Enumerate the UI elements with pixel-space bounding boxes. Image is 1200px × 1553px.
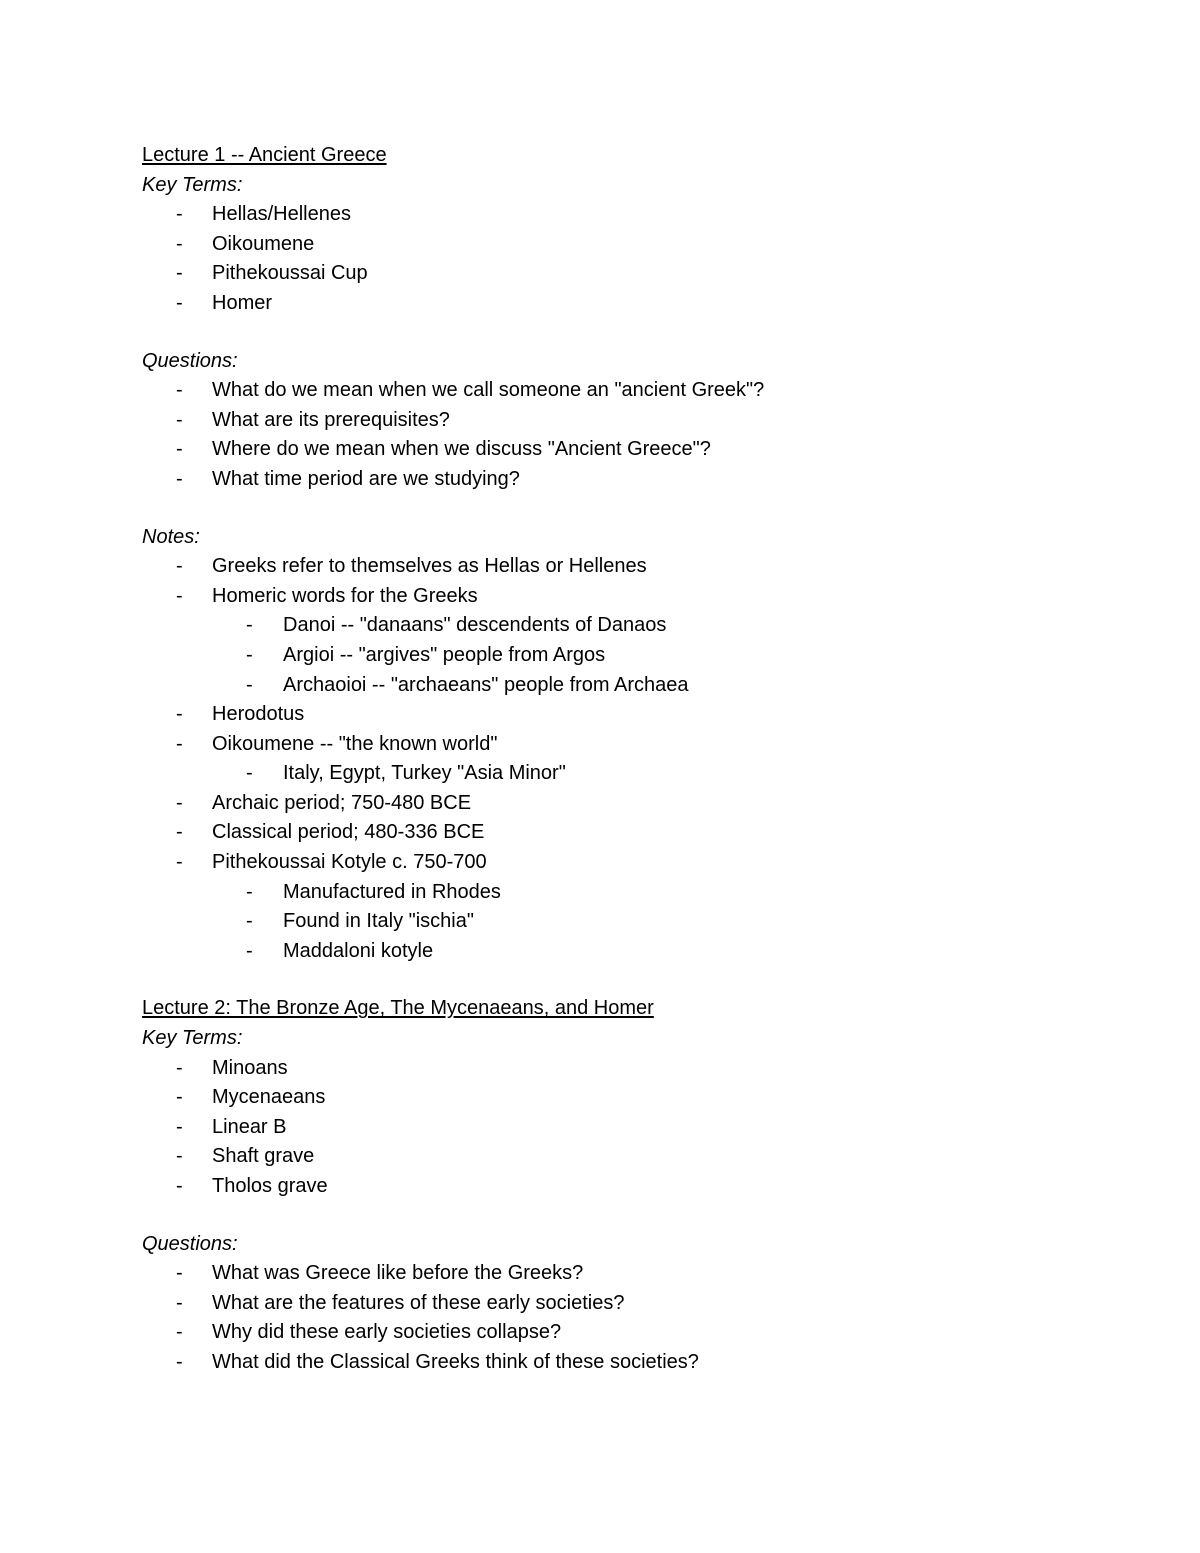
list-item-text: Tholos grave bbox=[212, 1175, 328, 1197]
bullet-dash-icon: - bbox=[246, 643, 253, 666]
list-item bbox=[142, 937, 1102, 967]
list-item bbox=[142, 671, 1102, 701]
list-item-text: Mycenaeans bbox=[212, 1086, 326, 1109]
list-item-text: Homeric words for the Greeks bbox=[212, 584, 478, 607]
bullet-dash-icon: - bbox=[176, 408, 183, 431]
list-item bbox=[142, 435, 1102, 465]
document-body bbox=[142, 141, 1102, 1378]
list-item bbox=[142, 230, 1102, 260]
bullet-dash-icon: - bbox=[246, 880, 253, 903]
list-item-text: Oikoumene -- "the known world" bbox=[212, 732, 498, 755]
list-item-text: Pithekoussai Cup bbox=[212, 262, 368, 285]
bullet-dash-icon: - bbox=[176, 379, 183, 402]
bullet-dash-icon: - bbox=[246, 762, 253, 785]
list-item-text: What was Greece like before the Greeks? bbox=[212, 1262, 584, 1285]
list-item-text: Where do we mean when we discuss "Ancient Greece"? bbox=[212, 438, 711, 461]
list-item bbox=[142, 1289, 1102, 1319]
list-item bbox=[142, 878, 1102, 908]
section-label: Questions: bbox=[142, 349, 238, 372]
list-item-text: Found in Italy "ischia" bbox=[283, 910, 474, 933]
list-item bbox=[142, 376, 1102, 406]
list-item-text: Danoi -- "danaans" descendents of Danaos bbox=[283, 614, 667, 637]
list-item bbox=[142, 1348, 1102, 1378]
bullet-dash-icon: - bbox=[176, 1321, 183, 1344]
section-label: Questions: bbox=[142, 1232, 238, 1255]
list-item bbox=[142, 641, 1102, 671]
list-item-text: Hellas/Hellenes bbox=[212, 203, 351, 226]
bullet-dash-icon: - bbox=[176, 1291, 183, 1314]
bullet-dash-icon: - bbox=[176, 851, 183, 874]
list-item-text: Archaoioi -- "archaeans" people from Archaea bbox=[283, 673, 689, 696]
list-item-text: Pithekoussai Kotyle c. 750-700 bbox=[212, 851, 487, 874]
list-item-text: Why did these early societies collapse? bbox=[212, 1321, 562, 1344]
bullet-dash-icon: - bbox=[176, 1056, 183, 1079]
bullet-dash-icon: - bbox=[176, 1350, 183, 1373]
list-item-text: Maddaloni kotyle bbox=[283, 939, 434, 962]
section-spacer bbox=[142, 495, 1102, 523]
bullet-dash-icon: - bbox=[176, 1145, 183, 1168]
bullet-dash-icon: - bbox=[176, 584, 183, 607]
list-item bbox=[142, 259, 1102, 289]
list-item bbox=[142, 289, 1102, 319]
bullet-dash-icon: - bbox=[176, 791, 183, 814]
section-label: Key Terms: bbox=[142, 1027, 243, 1050]
list-item-text: Linear B bbox=[212, 1115, 287, 1138]
list-item-text: What time period are we studying? bbox=[212, 467, 520, 490]
bullet-dash-icon: - bbox=[176, 262, 183, 285]
bullet-dash-icon: - bbox=[176, 1175, 183, 1197]
bullet-dash-icon: - bbox=[246, 939, 253, 962]
bullet-dash-icon: - bbox=[176, 203, 183, 226]
list-item-text: Homer bbox=[212, 291, 273, 314]
list-item bbox=[142, 611, 1102, 641]
bullet-dash-icon: - bbox=[176, 1262, 183, 1285]
section-spacer bbox=[142, 1202, 1102, 1230]
section-spacer bbox=[142, 319, 1102, 347]
list-item bbox=[142, 848, 1102, 878]
bullet-dash-icon: - bbox=[176, 291, 183, 314]
list-item bbox=[142, 1083, 1102, 1113]
list-item-text: Manufactured in Rhodes bbox=[283, 880, 501, 903]
section-label: Notes: bbox=[142, 525, 200, 548]
list-item bbox=[142, 552, 1102, 582]
list-item-text: Oikoumene bbox=[212, 232, 315, 255]
list-item-text: Greeks refer to themselves as Hellas or Hellenes bbox=[212, 555, 647, 578]
list-item bbox=[142, 1318, 1102, 1348]
list-item-text: What do we mean when we call someone an "ancient Greek"? bbox=[212, 379, 765, 402]
list-item bbox=[142, 700, 1102, 730]
list-item-text: What are its prerequisites? bbox=[212, 408, 450, 431]
bullet-dash-icon: - bbox=[176, 467, 183, 490]
list-item-text: Italy, Egypt, Turkey "Asia Minor" bbox=[283, 762, 566, 785]
list-item bbox=[142, 1172, 1102, 1202]
section-spacer bbox=[142, 966, 1102, 994]
list-item-text: What did the Classical Greeks think of these societies? bbox=[212, 1350, 699, 1373]
list-item-text: Shaft grave bbox=[212, 1145, 315, 1168]
list-item-text: Classical period; 480-336 BCE bbox=[212, 821, 485, 844]
bullet-dash-icon: - bbox=[246, 910, 253, 933]
list-item bbox=[142, 1113, 1102, 1143]
list-item bbox=[142, 818, 1102, 848]
bullet-dash-icon: - bbox=[176, 703, 183, 726]
list-item bbox=[142, 1259, 1102, 1289]
list-item bbox=[142, 582, 1102, 612]
bullet-dash-icon: - bbox=[246, 614, 253, 637]
bullet-dash-icon: - bbox=[176, 732, 183, 755]
bullet-dash-icon: - bbox=[176, 1115, 183, 1138]
lecture-heading: Lecture 1 -- Ancient Greece bbox=[142, 144, 387, 166]
section-label: Key Terms: bbox=[142, 173, 243, 196]
list-item-text: Archaic period; 750-480 BCE bbox=[212, 791, 472, 814]
bullet-dash-icon: - bbox=[176, 555, 183, 578]
lecture-heading: Lecture 2: The Bronze Age, The Mycenaeans, and Homer bbox=[142, 997, 654, 1020]
list-item bbox=[142, 730, 1102, 760]
list-item-text: What are the features of these early societies? bbox=[212, 1291, 625, 1314]
list-item bbox=[142, 907, 1102, 937]
bullet-dash-icon: - bbox=[246, 673, 253, 696]
list-item bbox=[142, 406, 1102, 436]
bullet-dash-icon: - bbox=[176, 1086, 183, 1109]
list-item-text: Herodotus bbox=[212, 703, 305, 726]
list-item-text: Argioi -- "argives" people from Argos bbox=[283, 643, 606, 666]
list-item bbox=[142, 465, 1102, 495]
list-item bbox=[142, 1142, 1102, 1172]
list-item bbox=[142, 1054, 1102, 1084]
list-item bbox=[142, 200, 1102, 230]
list-item bbox=[142, 759, 1102, 789]
list-item-text: Minoans bbox=[212, 1056, 288, 1079]
bullet-dash-icon: - bbox=[176, 438, 183, 461]
list-item bbox=[142, 789, 1102, 819]
bullet-dash-icon: - bbox=[176, 821, 183, 844]
bullet-dash-icon: - bbox=[176, 232, 183, 255]
